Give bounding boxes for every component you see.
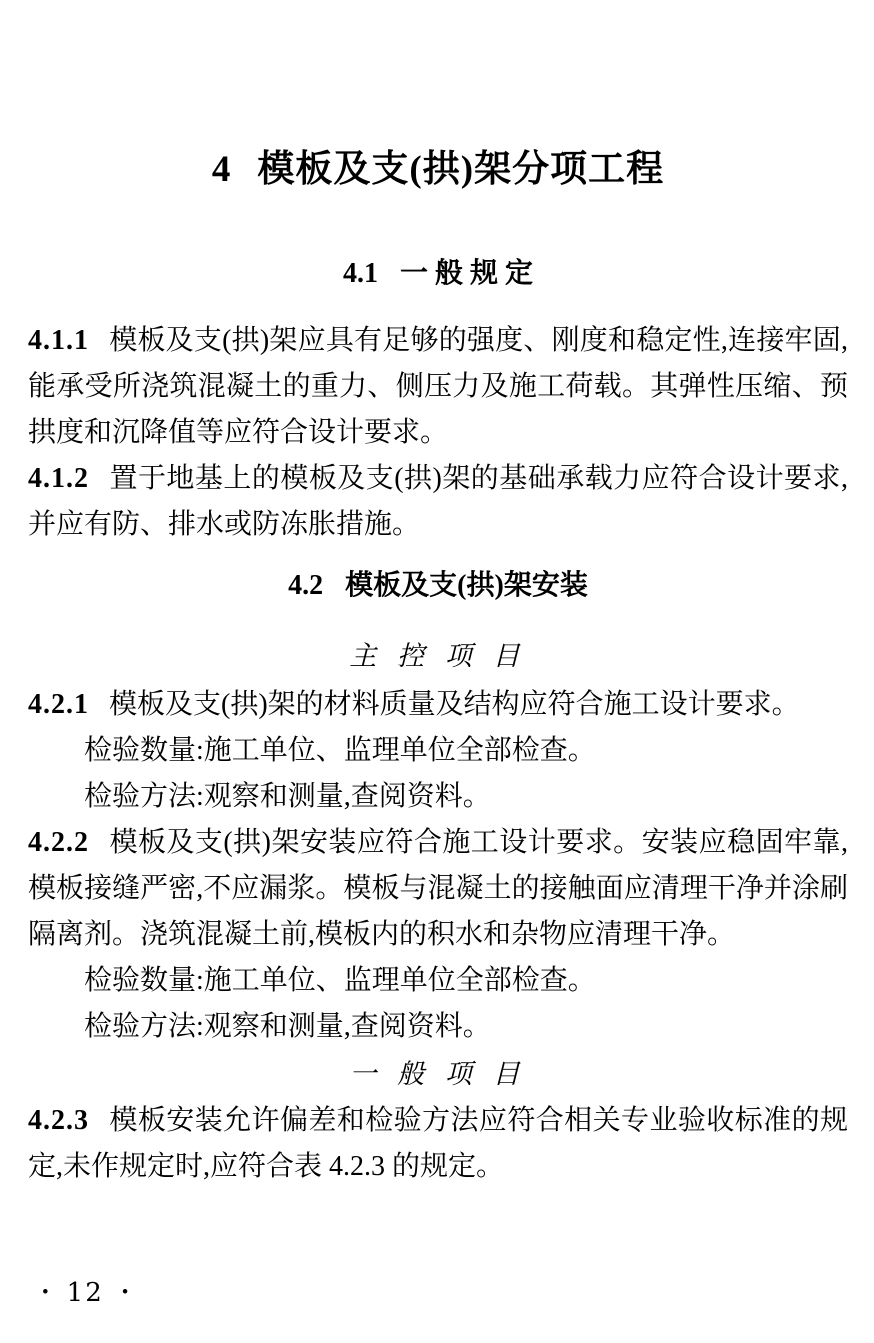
clause-4-1-1 bbox=[28, 318, 848, 456]
clause-4-2-3-text: 模板安装允许偏差和检验方法应符合相关专业验收标准的规定,未作规定时,应符合表 4.2.3 的规定。 bbox=[28, 1105, 848, 1182]
clause-4-1-1-number: 4.1.1 bbox=[28, 325, 89, 356]
section-4-2-title: 模板及支(拱)架安装 bbox=[345, 570, 588, 601]
page-number: 12 bbox=[66, 1278, 104, 1308]
clause-4-1-2-number: 4.1.2 bbox=[28, 463, 89, 494]
page-content bbox=[0, 148, 874, 1190]
clause-4-2-2-inspection-method: 检验方法:观察和测量,查阅资料。 bbox=[84, 1011, 491, 1042]
section-4-2-heading bbox=[28, 568, 848, 604]
clause-4-2-1 bbox=[28, 682, 848, 728]
footer-left-dot-icon: • bbox=[42, 1282, 49, 1303]
clause-4-1-1-text: 模板及支(拱)架应具有足够的强度、刚度和稳定性,连接牢固,能承受所浇筑混凝土的重力、侧压力及施工荷载。其弹性压缩、预拱度和沉降值等应符合设计要求。 bbox=[28, 325, 848, 448]
subheading-master-items: 主 控 项 目 bbox=[349, 641, 527, 671]
section-4-1-heading bbox=[28, 256, 848, 292]
chapter-number: 4 bbox=[211, 149, 232, 190]
clause-4-2-2-number: 4.2.2 bbox=[28, 827, 89, 858]
footer-right-dot-icon: • bbox=[121, 1282, 129, 1303]
clause-4-2-1-number: 4.2.1 bbox=[28, 689, 89, 720]
clause-4-2-1-text: 模板及支(拱)架的材料质量及结构应符合施工设计要求。 bbox=[109, 689, 800, 720]
section-4-1-number: 4.1 bbox=[342, 258, 378, 289]
clause-4-2-1-inspection-quantity: 检验数量:施工单位、监理单位全部检查。 bbox=[84, 735, 596, 766]
clause-4-2-1-inspection-method: 检验方法:观察和测量,查阅资料。 bbox=[84, 781, 491, 812]
subheading-general-items: 一 般 项 目 bbox=[349, 1059, 527, 1089]
clause-4-2-3-number: 4.2.3 bbox=[28, 1105, 89, 1136]
clause-4-1-2-text: 置于地基上的模板及支(拱)架的基础承载力应符合设计要求,并应有防、排水或防冻胀措施。 bbox=[28, 463, 848, 540]
section-4-1-title: 一 般 规 定 bbox=[399, 258, 533, 289]
section-4-2-number: 4.2 bbox=[288, 570, 324, 601]
chapter-heading bbox=[28, 148, 848, 192]
clause-4-2-2 bbox=[28, 820, 848, 958]
page-footer bbox=[42, 1278, 128, 1308]
clause-4-2-2-text: 模板及支(拱)架安装应符合施工设计要求。安装应稳固牢靠,模板接缝严密,不应漏浆。模板与混凝土的接触面应清理干净并涂刷隔离剂。浇筑混凝土前,模板内的积水和杂物应清理干净。 bbox=[28, 827, 848, 950]
clause-4-1-2 bbox=[28, 456, 848, 548]
clause-4-2-2-inspection-quantity: 检验数量:施工单位、监理单位全部检查。 bbox=[84, 965, 596, 996]
chapter-title: 模板及支(拱)架分项工程 bbox=[257, 149, 665, 190]
clause-4-2-3 bbox=[28, 1098, 848, 1190]
